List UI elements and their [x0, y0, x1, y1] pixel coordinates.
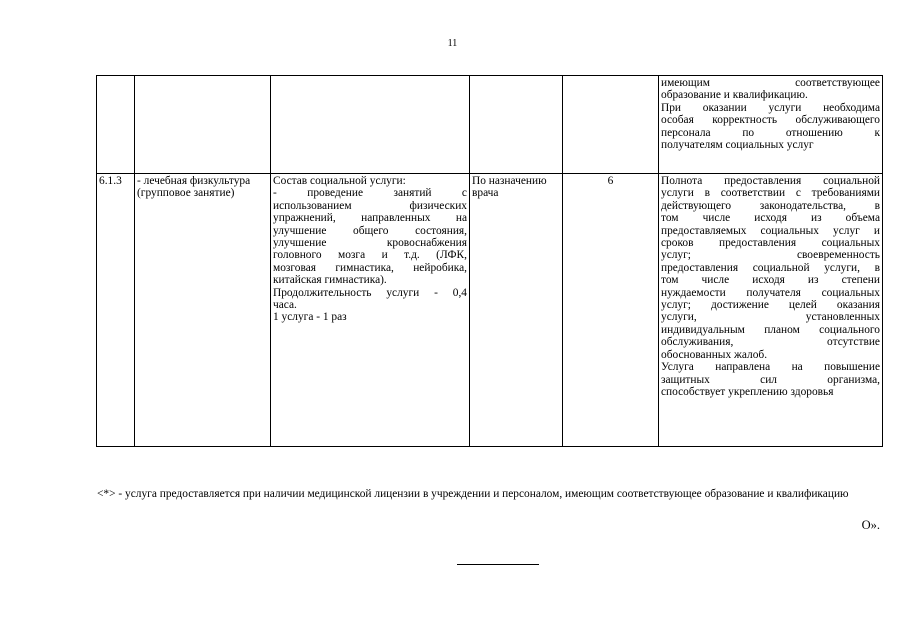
text-line: Продолжительность услуги - 0,4 — [273, 286, 467, 299]
cell-norm — [563, 76, 659, 174]
service-number: 6.1.3 — [97, 174, 135, 447]
text-line: том числе исходя из объема — [661, 212, 880, 225]
text-line: способствует укреплению здоровья — [661, 385, 834, 398]
table-row-service — [97, 174, 883, 447]
text-line: услуг; достижение целей оказания — [661, 299, 880, 312]
service-norm: 6 — [563, 174, 659, 447]
text-line: индивидуальным планом социального — [661, 323, 880, 336]
text-line: головного мозга и т.д. (ЛФК, — [273, 249, 467, 262]
text-line: том числе исходя из степени — [661, 274, 880, 287]
text-line: обоснованных жалоб. — [661, 348, 768, 361]
footnote: <*> - услуга предоставляется при наличии медицинской лицензии в учреждении и персоналом, имеющим соответствующее образование и квалификацию — [97, 488, 849, 500]
text-line: Услуга направлена на повышение — [661, 361, 880, 374]
table-row-continuation — [97, 76, 883, 174]
text-line: услуги в соответствии с требованиями — [661, 187, 880, 200]
page-number: 11 — [447, 38, 458, 49]
text-line: защитных сил организма, — [661, 373, 880, 386]
cell-frequency — [470, 76, 563, 174]
text-line: Полнота предоставления социальной — [661, 175, 880, 187]
text-line: При оказании услуги необходима — [661, 101, 880, 114]
cell-name — [135, 76, 271, 174]
text-line: - проведение занятий с — [273, 187, 467, 200]
text-line: Состав социальной услуги: — [273, 175, 406, 187]
text-line: обслуживания, отсутствие — [661, 336, 880, 349]
text-line: образование и квалификацию. — [661, 89, 808, 102]
text-line: мозговая гимнастика, нейробика, — [273, 261, 467, 274]
cell-number — [97, 76, 135, 174]
service-name: - лечебная физкультура (групповое занятие) — [135, 174, 271, 447]
text-line: 1 услуга - 1 раз — [273, 311, 347, 324]
text-line: имеющим соответствующее — [661, 77, 880, 89]
text-line: упражнений, направленных на — [273, 212, 467, 225]
separator-line — [457, 564, 539, 565]
text-line: улучшение кровоснабжения — [273, 237, 467, 250]
cell-requirements-continued — [659, 76, 883, 174]
text-line: улучшение общего состояния, — [273, 224, 467, 237]
closing-mark: О». — [861, 518, 880, 532]
text-line: получателям социальных услуг — [661, 139, 814, 152]
text-line: действующего законодательства, в — [661, 199, 880, 212]
text-line: китайская гимнастика). — [273, 274, 387, 287]
text-line: персонала по отношению к — [661, 126, 880, 139]
text-line: сроков предоставления социальных — [661, 237, 880, 250]
cell-content — [271, 76, 470, 174]
text-line: особая корректность обслуживающего — [661, 114, 880, 127]
text-line: услуги, установленных — [661, 311, 880, 324]
text-line: часа. — [273, 299, 297, 312]
service-requirements — [659, 174, 883, 447]
text-line: нуждаемости получателя социальных — [661, 286, 880, 299]
text-line: использованием физических — [273, 199, 467, 212]
service-content — [271, 174, 470, 447]
text-line: услуг; своевременность — [661, 249, 880, 262]
text-line: предоставления социальной услуги, в — [661, 261, 880, 274]
services-table — [96, 75, 883, 447]
text-line: предоставляемых социальных услуг и — [661, 224, 880, 237]
service-frequency: По назначению врача — [470, 174, 563, 447]
